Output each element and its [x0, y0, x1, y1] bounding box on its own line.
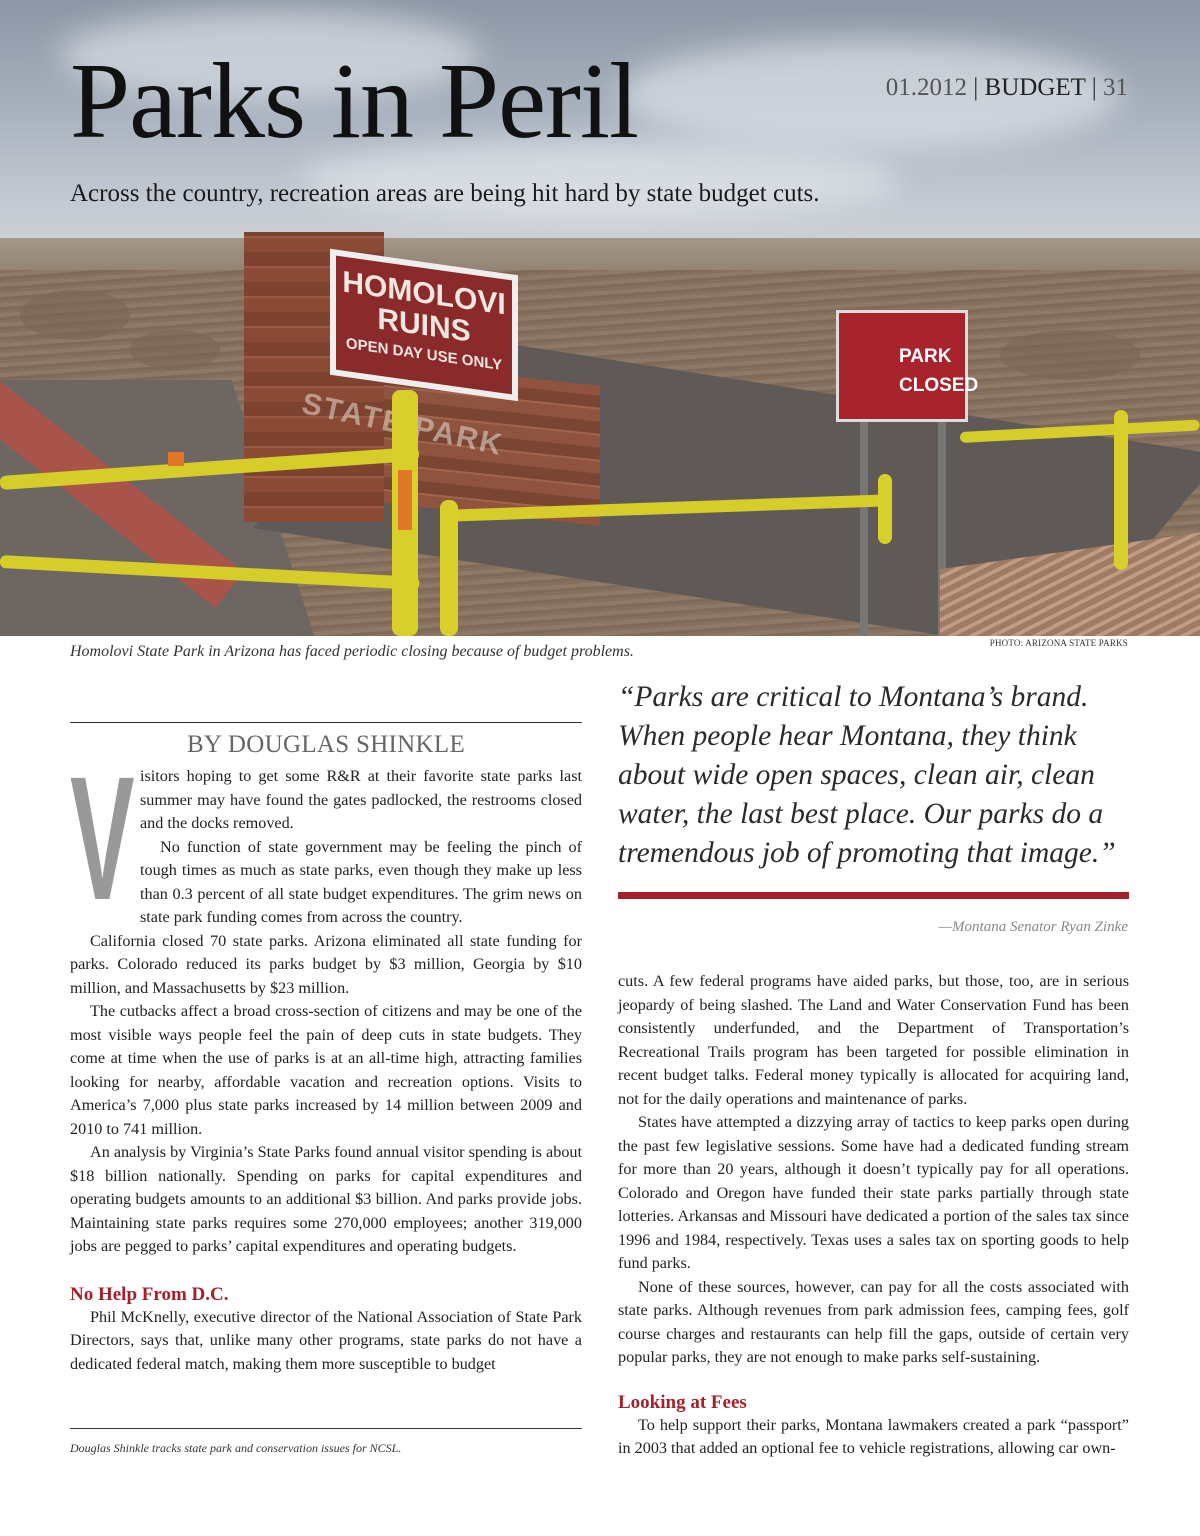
homolovi-sign [330, 249, 518, 401]
byline-rule [70, 722, 582, 723]
subhead-no-help: No Help From D.C. [70, 1283, 229, 1305]
right-column [618, 970, 1129, 1461]
drop-cap: V [70, 741, 135, 937]
subhead-fees: Looking at Fees [618, 1391, 747, 1413]
left-column [70, 722, 582, 1376]
paragraph: cuts. A few federal programs have aided parks, but those, too, are in serious jeopardy of being slashed. The Land and Water Conservation Fund has been consistently underfunded, and the Department of Transportation’s Recreational Trails program has been targeted for possible elimination in recent budget talks. Federal money typically is allocated for acquiring land, not for the daily operations and maintenance of parks. [618, 972, 1129, 1108]
photo-credit: PHOTO: ARIZONA STATE PARKS [989, 638, 1128, 648]
pull-quote-rule [618, 892, 1129, 899]
issue-date: 01.2012 [885, 74, 968, 101]
sign-main-line2: OPEN DAY USE ONLY [345, 335, 503, 374]
page-number: 31 [1103, 74, 1128, 101]
article-subtitle: Across the country, recreation areas are being hit hard by state budget cuts. [70, 180, 820, 207]
folio-separator: | [1091, 74, 1097, 101]
paragraph: States have attempted a dizzying array of tactics to keep parks open during the past few legislative sessions. Some have had a dedicated funding stream for more than 20 years, although it doesn’t typically pay for all operations. Colorado and Oregon have funded their state parks partially through state lotteries. Arkansas and Missouri have dedicated a portion of the sales tax since 1996 and 1984, respectively. Texas uses a sales tax on sporting goods to help fund parks. [618, 1113, 1129, 1272]
paragraph: isitors hoping to get some R&R at their favorite state parks last summer may have found the gates padlocked, the restrooms closed and the docks removed. [140, 767, 582, 832]
park-closed-sign [836, 310, 979, 422]
paragraph: To help support their parks, Montana lawmakers created a park “passport” in 2003 that added an optional fee to vehicle registrations, allowing car own- [618, 1415, 1129, 1457]
author-bio [70, 1428, 582, 1456]
sign-main-line1: HOMOLOVI RUINS [342, 265, 506, 349]
paragraph: No function of state government may be feeling the pinch of tough times as much as state parks, even though they make up less than 0.3 percent of all state budget expenditures. The grim news on state park funding comes from across the country. [140, 837, 582, 926]
paragraph: Phil McKnelly, executive director of the National Association of State Park Directors, says that, unlike many other programs, state parks do not have a dedicated federal match, making them more susceptible to budget [70, 1307, 582, 1373]
sign-closed-text: PARK CLOSED [899, 346, 979, 396]
paragraph: An analysis by Virginia’s State Parks found annual visitor spending is about $18 billion nationally. Spending on parks for capital expenditures and operating budgets amounts to an additional $3 billion. And parks provide jobs. Maintaining state parks requires some 270,000 employees; another 319,000 jobs are pegged to parks’ capital expenditures and operating budgets. [70, 1143, 582, 1255]
reflector [398, 470, 412, 530]
folio [886, 74, 1128, 102]
gate-post [1114, 410, 1128, 570]
paragraph: California closed 70 state parks. Arizona eliminated all state funding for parks. Colorado reduced its parks budget by $3 million, Georgia by $10 million, and Massachusetts by $23 million. [70, 931, 582, 997]
shrub [20, 290, 130, 340]
shrub [130, 330, 220, 370]
folio-separator: | [973, 74, 979, 101]
article-title: Parks in Peril [70, 42, 638, 161]
pull-quote-attribution: —Montana Senator Ryan Zinke [938, 919, 1128, 935]
paragraph: None of these sources, however, can pay for all the costs associated with state parks. Although revenues from park admission fees, camping fees, golf course charges and restaurants can help fill the gaps, outside of certain very popular parks, they are not enough to make parks self-sustaining. [618, 1277, 1129, 1366]
sign-post [860, 420, 868, 636]
bio-rule [70, 1428, 582, 1429]
bio-text: Douglas Shinkle tracks state park and conservation issues for NCSL. [70, 1441, 402, 1455]
byline: BY DOUGLAS SHINKLE [186, 731, 466, 758]
paragraph: The cutbacks affect a broad cross-section of citizens and may be one of the most visible ways people feel the pain of deep cuts in state budgets. They come at time when the use of parks is at an all-time high, attracting families looking for nearby, affordable vacation and recreation options. Visits to America’s 7,000 plus state parks increased by 14 million between 2009 and 2010 to 741 million. [70, 1002, 582, 1138]
gate-post [440, 500, 458, 636]
section-name: BUDGET [984, 74, 1086, 101]
reflector [168, 452, 184, 466]
pull-quote: “Parks are critical to Montana’s brand. When people hear Montana, they think about wide open spaces, clean air, clean water, the last best place. Our parks do a tremendous job of promoting that image.” [618, 681, 1116, 869]
gate-post [878, 474, 892, 544]
wall-lettering: STATE PARK [298, 387, 507, 462]
photo-caption: Homolovi State Park in Arizona has faced periodic closing because of budget problems. [70, 643, 634, 660]
shrub [1000, 330, 1140, 380]
